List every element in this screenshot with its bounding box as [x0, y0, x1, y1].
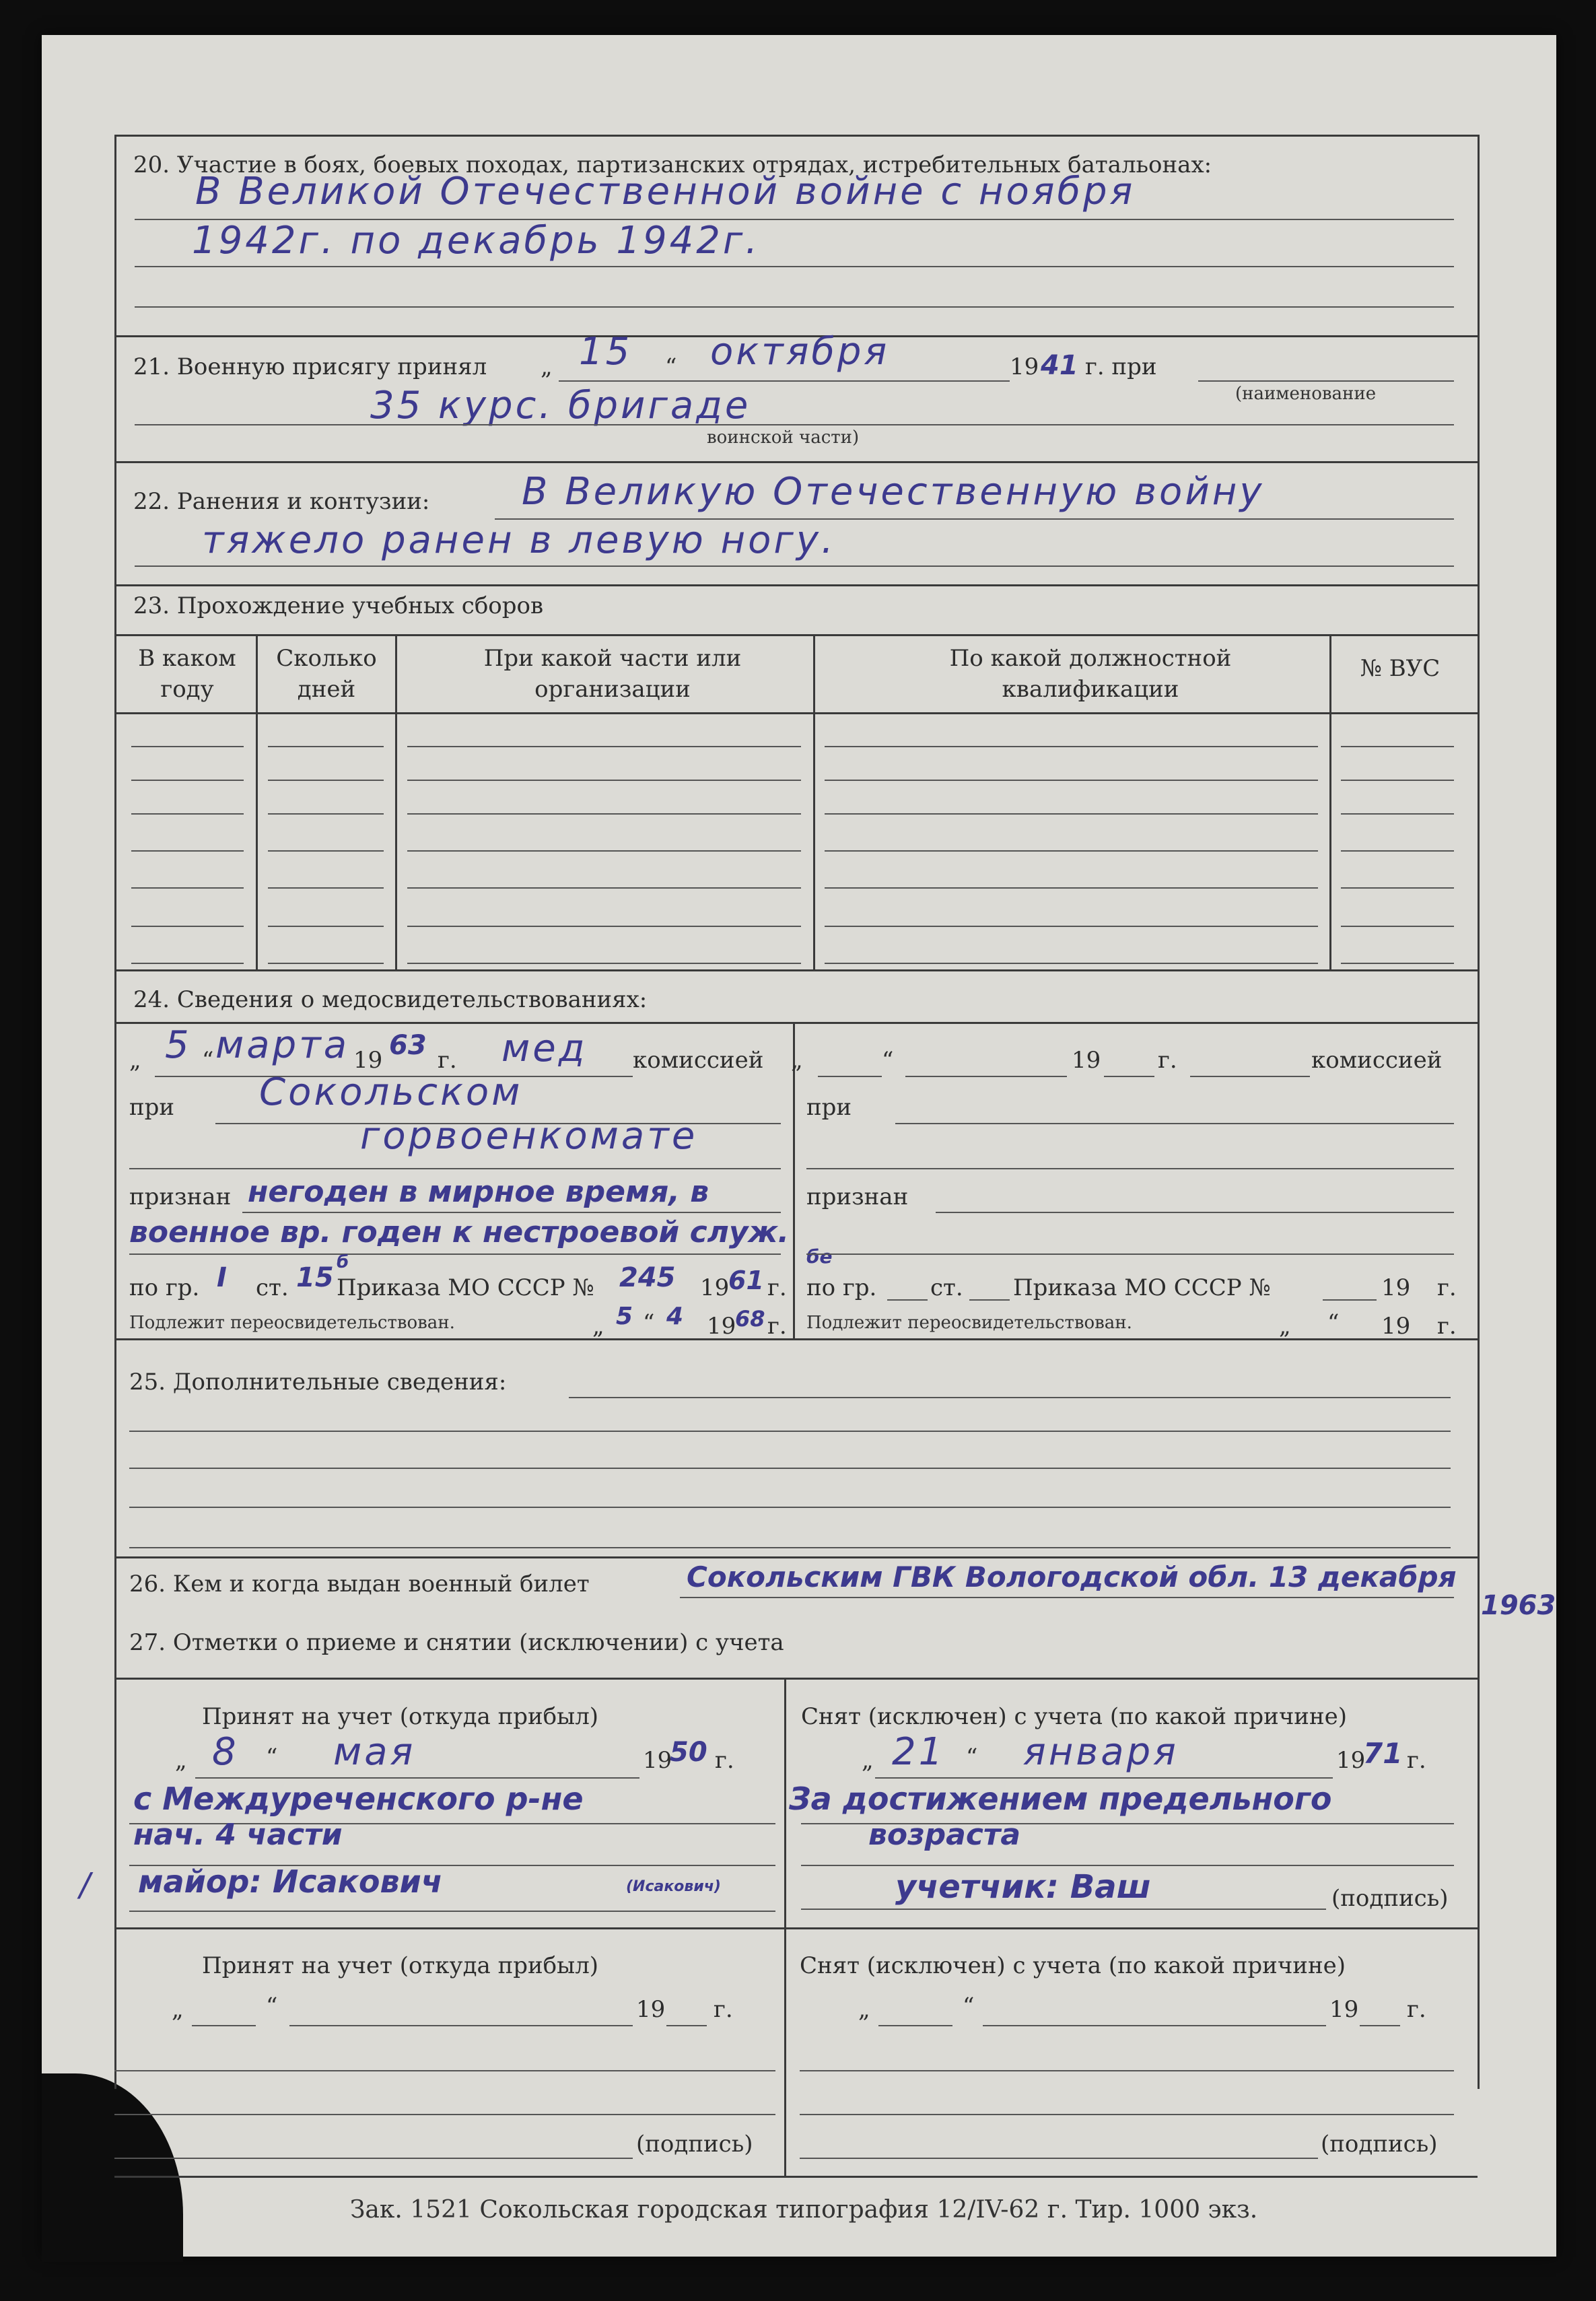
s27b2-podpis-right: (подпись): [1321, 2131, 1438, 2158]
s24l-re-month: 4: [666, 1303, 684, 1330]
s24l-line-3: [129, 1168, 781, 1169]
s27-top: [114, 1678, 1478, 1680]
s24r-pri: при: [806, 1094, 852, 1121]
s27b1-sign: майор: Исакович: [138, 1863, 443, 1900]
s24-label: 24. Сведения о медосвидетельствованиях:: [133, 986, 648, 1013]
s24r-order-year-prefix: 19: [1381, 1274, 1411, 1301]
s23-vline-1: [256, 634, 258, 969]
s23-row-line: [268, 926, 384, 927]
s24r-commission: комиссией: [1311, 1047, 1443, 1074]
s24r-year-suffix: г.: [1158, 1047, 1177, 1074]
s23-row-line: [1341, 780, 1454, 781]
s24l-month: марта: [215, 1023, 350, 1067]
s27b2r-year-line: [1360, 2025, 1400, 2026]
s23-col-year: В каком году: [138, 645, 236, 703]
s23-row-line: [407, 780, 801, 781]
s24r-priznan: признан: [806, 1183, 909, 1210]
s26-handwriting-2: 1963: [1481, 1590, 1556, 1621]
s25-label: 25. Дополнительные сведения:: [129, 1369, 507, 1396]
s24r-month-line: [905, 1076, 1067, 1077]
s21-quote-close: “: [665, 353, 677, 380]
s23-row-line: [825, 926, 1318, 927]
s23-row-line: [268, 850, 384, 852]
s23-table-top: [114, 634, 1478, 636]
s27b2-left-header: Принят на учет (откуда прибыл): [202, 1952, 599, 1979]
s24l-order-year-hw: 61: [728, 1266, 764, 1295]
s27b2r-quote-close: “: [963, 1993, 975, 2020]
s23-col-vus: № ВУС: [1360, 655, 1441, 682]
s24l-order-no: 245: [619, 1262, 676, 1293]
s23-row-line: [131, 850, 244, 852]
s25-line-5: [129, 1547, 1451, 1548]
s24r-podlezhit: Подлежит переосвидетельствован.: [806, 1313, 1132, 1333]
s27b2-day-line: [192, 2025, 256, 2026]
s23-row-line: [825, 813, 1318, 815]
s24l-year-suffix: г.: [438, 1047, 457, 1074]
s27b1-from-1: с Междуреченского р-не: [133, 1781, 584, 1817]
s27b1r-reason-1: За достижением предельного: [789, 1781, 1332, 1817]
s27b2-line-3: [114, 2114, 775, 2115]
s21-note-2: воинской части): [707, 427, 860, 448]
s24l-year-prefix: 19: [353, 1047, 383, 1074]
s22-line-2: [135, 565, 1454, 567]
s24l-line-5: [129, 1253, 781, 1255]
s23-row-line: [407, 926, 801, 927]
s21-month: октября: [710, 330, 890, 374]
s23-header-bottom: [114, 712, 1478, 714]
s24l-quote-close: “: [202, 1047, 214, 1074]
s27-mid-divider: [114, 1927, 1478, 1929]
s23-col-days: Сколько дней: [276, 645, 377, 703]
s23-row-line: [131, 926, 244, 927]
s27b1r-year-suffix: г.: [1407, 1747, 1426, 1774]
s27-split-2: [784, 1927, 786, 2176]
s27b1r-date-line: [875, 1777, 1333, 1779]
s27b2r-line-2: [800, 2070, 1454, 2071]
s23-row-line: [1341, 746, 1454, 747]
s25-line-3: [129, 1468, 1451, 1469]
s23-row-line: [825, 887, 1318, 889]
s21-year-prefix: 19: [1010, 353, 1039, 380]
s24l-gr-hw: I: [217, 1262, 227, 1293]
s23-row-line: [1341, 850, 1454, 852]
s23-row-line: [268, 746, 384, 747]
s21-year-hw: 41: [1041, 350, 1078, 381]
s27b1-year-hw: 50: [670, 1737, 707, 1768]
s21-date-line: [559, 380, 1010, 382]
s23-row-line: [825, 780, 1318, 781]
form-bottom: [114, 2176, 1478, 2178]
s24r-quote-open: „: [791, 1047, 803, 1074]
s24l-podlezhit: Подлежит переосвидетельствован.: [129, 1313, 455, 1333]
s23-row-line: [1341, 813, 1454, 815]
s27b1r-line-3: [801, 1865, 1454, 1866]
s27b1r-day: 21: [892, 1730, 946, 1774]
s27b1-from-2: нач. 4 части: [133, 1818, 343, 1852]
divider-24-25: [114, 1338, 1478, 1340]
s27b2-podpis-left: (подпись): [636, 2131, 753, 2158]
s23-vline-2: [395, 634, 397, 969]
s23-row-line: [131, 813, 244, 815]
s27b2-right-header: Снят (исключен) с учета (по какой причине): [800, 1952, 1346, 1979]
s27b1r-quote-close: “: [966, 1744, 978, 1771]
s24l-st-hw: 15: [296, 1262, 334, 1293]
s23-row-line: [268, 963, 384, 964]
s23-col-unit: При какой части или организации: [483, 645, 742, 703]
s27b2r-quote-open: „: [858, 1996, 870, 2023]
s27b1r-podpis: (подпись): [1331, 1885, 1449, 1912]
s23-col-qualification: По какой должностной квалификации: [949, 645, 1232, 703]
s24r-gr-line: [887, 1299, 928, 1301]
s22-handwriting-2: тяжело ранен в левую ногу.: [202, 518, 836, 562]
s21-note-1: (наименование: [1235, 384, 1377, 404]
s24r-year-line: [1104, 1076, 1154, 1077]
s23-row-line: [1341, 887, 1454, 889]
s22-handwriting-1: В Великую Отечественную войну: [522, 470, 1265, 514]
s24l-re-year-prefix: 19: [707, 1313, 736, 1340]
s24l-line-4: [242, 1212, 781, 1213]
s27b1-date-line: [195, 1777, 639, 1779]
s27b2r-line-3: [800, 2114, 1454, 2115]
s23-vline-3: [813, 634, 815, 969]
s21-unit-line-b: [135, 424, 1454, 425]
s27b1r-reason-2: возраста: [868, 1818, 1021, 1852]
s23-row-line: [131, 963, 244, 964]
s27b1r-year-prefix: 19: [1336, 1747, 1366, 1774]
s24l-st: ст.: [256, 1274, 289, 1301]
s23-row-line: [825, 746, 1318, 747]
s23-row-line: [1341, 963, 1454, 964]
s24r-st-line: [969, 1299, 1010, 1301]
s23-vline-4: [1329, 634, 1331, 969]
s27b1-month: мая: [333, 1730, 416, 1774]
s24r-re-quote-close: “: [1327, 1309, 1340, 1336]
s27b2r-month-line: [983, 2025, 1326, 2026]
s24l-st-sub: б: [337, 1252, 349, 1272]
s24r-re-year-prefix: 19: [1381, 1313, 1411, 1340]
s24l-order-year-suffix: г.: [767, 1274, 787, 1301]
s27b2-line-2: [114, 2070, 775, 2071]
s21-unit-hw: 35 курс. бригаде: [370, 384, 751, 427]
divider-22-23: [114, 584, 1478, 586]
s24l-year-hw: 63: [389, 1030, 427, 1061]
s24l-priznan: признан: [129, 1183, 232, 1210]
s27b1-margin-mark: /: [79, 1866, 91, 1904]
s24l-re-year-hw: 68: [735, 1306, 765, 1332]
s21-day: 15: [579, 330, 633, 374]
s23-row-line: [268, 813, 384, 815]
s25-line-2: [129, 1431, 1451, 1432]
s27b1r-quote-open: „: [862, 1747, 874, 1774]
s27b2-year-line: [666, 2025, 707, 2026]
s27b2-month-line: [289, 2025, 633, 2026]
s24l-margin-note: бе: [806, 1245, 833, 1268]
s20-label: 20. Участие в боях, боевых походах, партизанских отрядах, истребительных батальонах:: [133, 151, 1212, 178]
s25-line-1: [569, 1397, 1451, 1398]
s24r-type-line: [1190, 1076, 1310, 1077]
s23-row-line: [407, 850, 801, 852]
s23-row-line: [407, 813, 801, 815]
s27b1-year-prefix: 19: [643, 1747, 672, 1774]
s23-row-line: [131, 780, 244, 781]
s24r-order: Приказа МО СССР №: [1013, 1274, 1271, 1301]
s24r-st: ст.: [930, 1274, 963, 1301]
s23-row-line: [825, 963, 1318, 964]
s27b1-left-header: Принят на учет (откуда прибыл): [202, 1703, 599, 1730]
s24l-re-quote-close: “: [643, 1309, 655, 1336]
s24r-line-4: [936, 1212, 1454, 1213]
s24l-org-1: Сокольском: [259, 1070, 523, 1114]
s23-label: 23. Прохождение учебных сборов: [133, 592, 544, 619]
s25-line-4: [129, 1507, 1451, 1508]
s27b1r-year-hw: 71: [1363, 1737, 1403, 1770]
s27b1-quote-close: “: [266, 1744, 278, 1771]
s24l-po-gr: по гр.: [129, 1274, 200, 1301]
s22-label: 22. Ранения и контузии:: [133, 488, 430, 515]
s24l-order: Приказа МО СССР №: [337, 1274, 594, 1301]
s24r-po-gr: по гр.: [806, 1274, 877, 1301]
s24l-org-2: горвоенкомате: [360, 1114, 698, 1158]
s23-row-line: [407, 963, 801, 964]
s24l-quote-open: „: [129, 1047, 141, 1074]
s21-year-suffix: г. при: [1085, 353, 1157, 380]
s27b2-line-4: [114, 2158, 633, 2159]
s27b1r-month: января: [1023, 1730, 1179, 1774]
s27b2r-year-prefix: 19: [1329, 1996, 1359, 2023]
s23-row-line: [1341, 926, 1454, 927]
s24r-re-year-suffix: г.: [1437, 1313, 1457, 1340]
s24l-order-year-prefix: 19: [700, 1274, 730, 1301]
divider-23-24: [114, 969, 1478, 971]
s27b1r-line-4: [801, 1909, 1326, 1910]
s27b2r-line-4: [800, 2158, 1318, 2159]
s23-row-line: [407, 746, 801, 747]
s24r-line-3: [806, 1168, 1454, 1169]
s24r-quote-close: “: [882, 1047, 894, 1074]
s24r-line-5: [806, 1253, 1454, 1255]
s24r-year-prefix: 19: [1072, 1047, 1101, 1074]
s20-handwriting-1: В Великой Отечественной войне с ноября: [195, 170, 1136, 213]
s26-handwriting-1: Сокольским ГВК Вологодской обл. 13 декабря: [687, 1560, 1457, 1593]
s27b2r-day-line: [878, 2025, 952, 2026]
s24l-type: мед: [501, 1027, 588, 1070]
s23-row-line: [407, 887, 801, 889]
s24l-day: 5: [165, 1023, 192, 1067]
s24r-day-line: [818, 1076, 882, 1077]
s20-line-2: [135, 266, 1454, 267]
s27b2-year-suffix: г.: [714, 1996, 733, 2023]
divider-25-26: [114, 1556, 1478, 1558]
s26-line: [680, 1597, 1454, 1598]
s27b2-year-prefix: 19: [636, 1996, 666, 2023]
s27-label: 27. Отметки о приеме и снятии (исключении) с учета: [129, 1629, 784, 1656]
s27b1-line-4: [129, 1911, 775, 1912]
s24l-verdict-1: негоден в мирное время, в: [248, 1175, 709, 1209]
divider-21-22: [114, 461, 1478, 463]
s21-unit-line-a: [1198, 380, 1454, 382]
s24r-order-line: [1323, 1299, 1377, 1301]
s21-quote-open: „: [541, 353, 553, 380]
s24r-order-year-suffix: г.: [1437, 1274, 1457, 1301]
s20-handwriting-2: 1942г. по декабрь 1942г.: [192, 219, 761, 263]
s24l-re-day: 5: [616, 1303, 633, 1330]
s27b1-day: 8: [212, 1730, 239, 1774]
s23-row-line: [131, 887, 244, 889]
s27b1-quote-open: „: [175, 1747, 187, 1774]
s26-label: 26. Кем и когда выдан военный билет: [129, 1571, 590, 1598]
s24r-re-quote-open: „: [1279, 1313, 1291, 1340]
s21-label: 21. Военную присягу принял: [133, 353, 487, 380]
s27b1r-clerk: учетчик: Ваш: [895, 1868, 1151, 1906]
s24l-re-quote-open: „: [592, 1313, 604, 1340]
s24l-verdict-2: военное вр. годен к нестроевой служ.: [129, 1215, 790, 1249]
s24r-line-2: [895, 1123, 1454, 1124]
s27b2-quote-open: „: [172, 1996, 184, 2023]
s27b1-stamp: (Исакович): [626, 1878, 721, 1895]
s27b1-year-suffix: г.: [715, 1747, 734, 1774]
s27b2-quote-close: “: [266, 1993, 278, 2020]
s23-row-line: [268, 780, 384, 781]
s23-row-line: [268, 887, 384, 889]
s27b2r-year-suffix: г.: [1407, 1996, 1426, 2023]
s23-row-line: [131, 746, 244, 747]
s23-row-line: [825, 850, 1318, 852]
s24l-re-year-suffix: г.: [767, 1313, 787, 1340]
s27b1-right-header: Снят (исключен) с учета (по какой причине): [801, 1703, 1348, 1730]
print-footer: Зак. 1521 Сокольская городская типография 12/IV-62 г. Тир. 1000 экз.: [350, 2196, 1258, 2224]
s20-line-3: [135, 306, 1454, 308]
s24l-commission: комиссией: [633, 1047, 764, 1074]
s24l-pri: при: [129, 1094, 175, 1121]
